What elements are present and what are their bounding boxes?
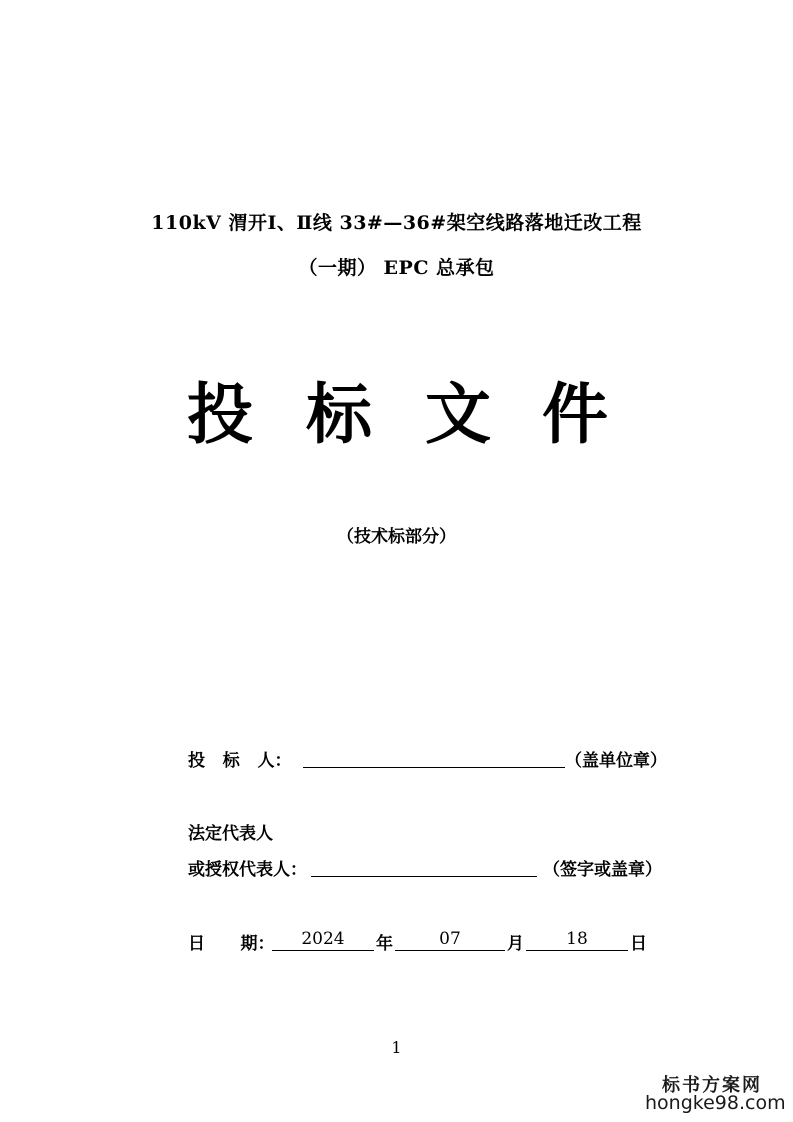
big-title	[0, 375, 793, 455]
legal-rep-label-line2: 或授权代表人：	[188, 860, 307, 880]
watermark-url: hongke98.com	[645, 1092, 786, 1114]
big-title-char-4: 件	[542, 376, 608, 453]
bidder-seal-note: （盖单位章）	[565, 751, 667, 771]
date-year: 2024	[301, 929, 345, 949]
date-day-unit: 日	[630, 934, 647, 954]
big-title-char-1: 投	[187, 376, 253, 453]
date-day: 18	[566, 929, 588, 949]
date-year-unit: 年	[376, 934, 393, 954]
watermark-logo-text: 标书方案网	[662, 1075, 762, 1096]
bidder-label: 投 标 人：	[188, 751, 292, 771]
big-title-char-3: 文	[425, 376, 491, 453]
bidder-signature-line	[303, 767, 565, 768]
date-year-line	[272, 950, 374, 951]
page-number: 1	[391, 1038, 402, 1057]
section-subtitle: （技术标部分）	[337, 527, 456, 547]
legal-rep-signature-line	[311, 876, 537, 877]
date-day-line	[526, 950, 628, 951]
title-line-1: 110kV 渭开Ⅰ、Ⅱ线 33#—36#架空线路落地迁改工程	[151, 212, 642, 234]
date-month-unit: 月	[507, 934, 524, 954]
date-month-line	[395, 950, 505, 951]
big-title-char-2: 标	[306, 376, 372, 453]
legal-rep-sign-note: （签字或盖章）	[543, 860, 662, 880]
legal-rep-label-line1: 法定代表人	[188, 824, 273, 844]
date-month: 07	[439, 929, 461, 949]
title-line-2: （一期） EPC 总承包	[298, 257, 495, 279]
date-label: 日 期：	[188, 934, 275, 954]
